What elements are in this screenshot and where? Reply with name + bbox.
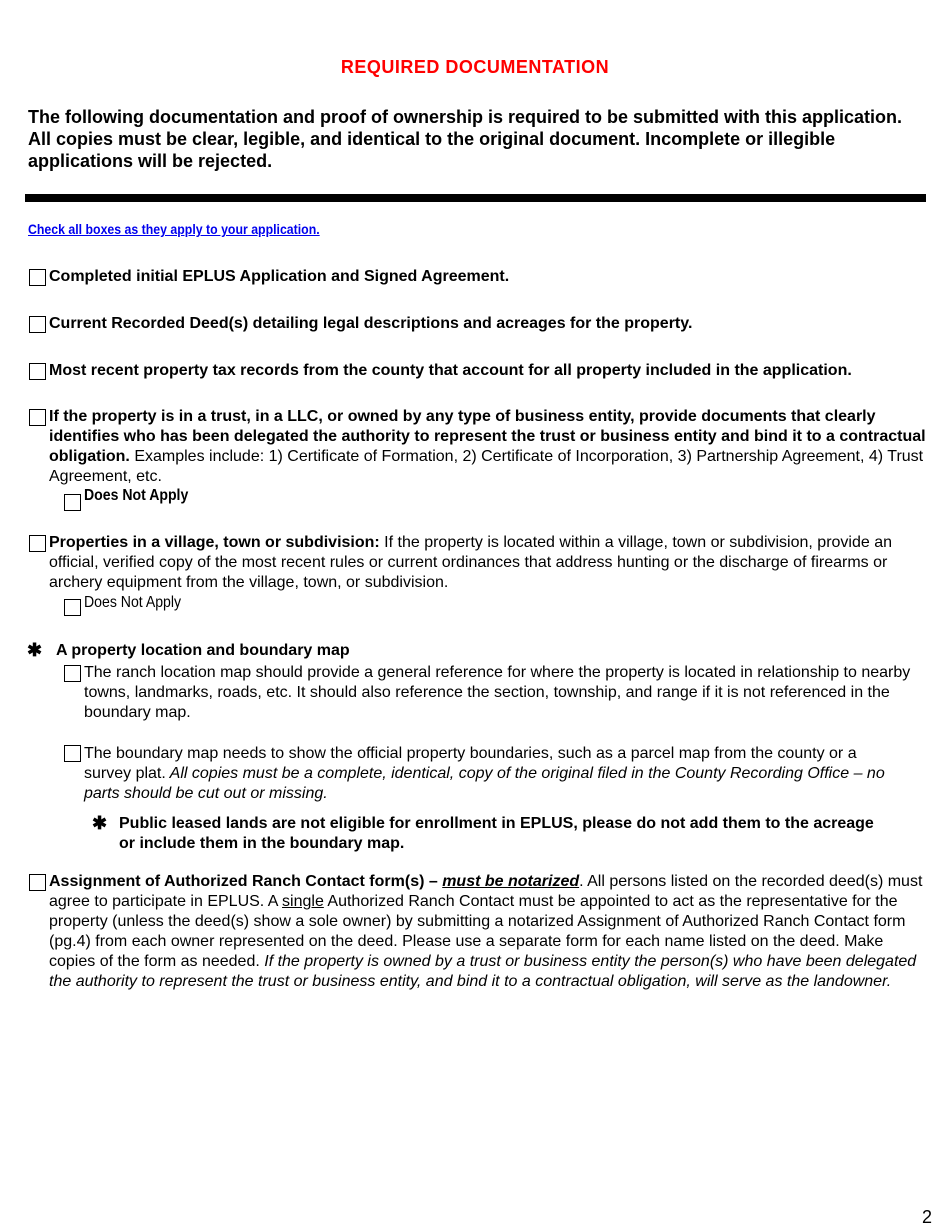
checkbox-initial-application[interactable] [29,269,46,286]
checkbox-boundary-map[interactable] [64,745,81,762]
asterisk-icon: ✱ [92,813,108,833]
asterisk-icon: ✱ [27,640,43,660]
item-boundary-map [84,744,899,804]
item-village-town [49,533,931,593]
item-assignment-form [49,872,929,992]
boundary-map-italic-text: All copies must be a complete, identical, copy of the original filed in the County Recording Office – no parts should be cut out or missing. [84,765,885,802]
assignment-italic-text: If the property is owned by a trust or business entity the person(s) who have been delegated the authority to represent the trust or business entity, and bind it to a contractual obligation, will serve as the landowner. [49,953,917,990]
assignment-single-text: single [282,893,324,910]
divider-rule [25,194,926,202]
checkbox-village-town[interactable] [29,535,46,552]
checkbox-tax-records[interactable] [29,363,46,380]
assignment-notarized-text: must be notarized [442,873,580,890]
village-does-not-apply-label: Does Not Apply [84,594,182,611]
assignment-text-part2: Authorized Ranch Contact must be appointed to act as the representative for the property (unless the deed(s) show a sole owner) by submitting a notarized Assignment of Authorized Ranch Contact form (pg.4) from each owner represented on the deed. Please use a separate form for each name listed on the deed. Make copies of the form as needed. [49,893,906,970]
item-public-lands-note: Public leased lands are not eligible for enrollment in EPLUS, please do not add them to the acreage or include them in the boundary map. [119,815,874,852]
checkbox-trust-does-not-apply[interactable] [64,494,81,511]
item-trust-entity [49,407,929,487]
checkbox-location-map[interactable] [64,665,81,682]
checkbox-recorded-deed[interactable] [29,316,46,333]
assignment-text-part1: . All persons listed on the recorded deed(s) must agree to participate in EPLUS. A [49,873,923,910]
item-initial-application: Completed initial EPLUS Application and Signed Agreement. [49,268,510,285]
checkbox-trust-entity[interactable] [29,409,46,426]
village-town-normal-text: If the property is located within a village, town or subdivision, provide an official, verified copy of the most recent rules or current ordinances that address hunting or the discharge of firearms or archery equipment from the village, town, or subdivision. [49,534,893,591]
page-title: REQUIRED DOCUMENTATION [340,57,610,77]
trust-does-not-apply-label: Does Not Apply [84,487,189,504]
trust-entity-examples-text: Examples include: 1) Certificate of Formation, 2) Certificate of Incorporation, 3) Partnership Agreement, 4) Trust Agreement, etc. [49,448,924,485]
checkbox-village-does-not-apply[interactable] [64,599,81,616]
check-all-instruction: Check all boxes as they apply to your application. [28,221,320,237]
boundary-map-normal-text: The boundary map needs to show the official property boundaries, such as a parcel map from the county or a survey plat. [84,745,857,782]
item-location-map: The ranch location map should provide a general reference for where the property is located in relationship to nearby towns, landmarks, roads, etc. It should also reference the section, township, and range if it is not referenced in the boundary map. [84,664,911,721]
checkbox-assignment-form[interactable] [29,874,46,891]
intro-paragraph: The following documentation and proof of ownership is required to be submitted with this application. All copies must be clear, legible, and identical to the original document. Incomplete or illegible applications will be rejected. [28,107,903,171]
item-recorded-deed: Current Recorded Deed(s) detailing legal descriptions and acreages for the property. [49,315,693,332]
trust-entity-bold-text: If the property is in a trust, in a LLC, or owned by any type of business entity, provide documents that clearly identifies who has been delegated the authority to represent the trust or business entity and bind it to a contractual obligation. [49,408,926,465]
item-tax-records: Most recent property tax records from the county that account for all property included in the application. [49,362,852,379]
item-map-heading: A property location and boundary map [56,642,350,659]
village-town-bold-text: Properties in a village, town or subdivision: [49,534,380,551]
assignment-bold-text: Assignment of Authorized Ranch Contact form(s) – [49,873,443,890]
page-number: 2 [921,1207,932,1227]
